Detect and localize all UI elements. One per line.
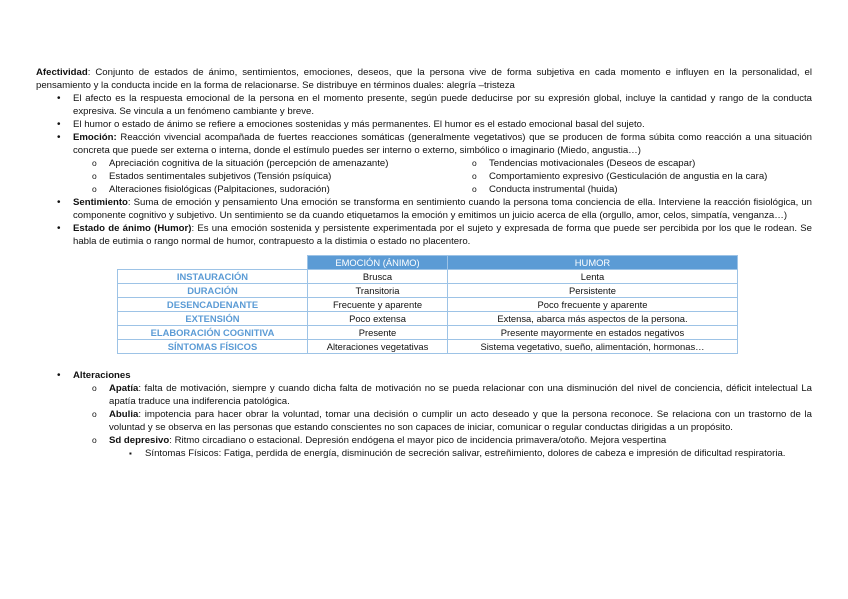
- emocion-left-item: o Estados sentimentales subjetivos (Tensión psíquica): [36, 170, 424, 183]
- document-page: [36, 66, 812, 460]
- table-row: [118, 326, 738, 340]
- row-label: SÍNTOMAS FÍSICOS: [118, 340, 308, 354]
- emocion-right-item: o Comportamiento expresivo (Gesticulación de angustia en la cara): [424, 170, 812, 183]
- cell-emocion: Brusca: [308, 270, 448, 284]
- alteraciones-list: [36, 369, 812, 460]
- cell-humor: Extensa, abarca más aspectos de la persona.: [448, 312, 738, 326]
- bullet-sentimiento: [36, 196, 812, 222]
- row-label: ELABORACIÓN COGNITIVA: [118, 326, 308, 340]
- bullet-emocion: [36, 131, 812, 157]
- emocion-left-item: o Alteraciones fisiológicas (Palpitaciones, sudoración): [36, 183, 424, 196]
- table-header-humor: HUMOR: [448, 256, 738, 270]
- estado-term: Estado de ánimo (Humor): [73, 223, 192, 234]
- cell-humor: Sistema vegetativo, sueño, alimentación, hormonas…: [448, 340, 738, 354]
- row-label: INSTAURACIÓN: [118, 270, 308, 284]
- comparison-table: [117, 255, 738, 354]
- emocion-term: Emoción:: [73, 132, 117, 143]
- item-apatia: [36, 382, 812, 408]
- cell-emocion: Alteraciones vegetativas: [308, 340, 448, 354]
- cell-emocion: Transitoria: [308, 284, 448, 298]
- depresivo-term: Sd depresivo: [109, 435, 170, 446]
- bullet-afecto: • El afecto es la respuesta emocional de la persona en el momento presente, según puede deducirse por su expresión global, incluye la cantidad y rango de la conducta expresiva. Se vincula a un fenómeno cambiante y breve.: [36, 92, 812, 118]
- main-bullet-list-2: [36, 196, 812, 248]
- intro-term: Afectividad: [36, 67, 88, 78]
- bullet-estado-animo: [36, 222, 812, 248]
- cell-humor: Poco frecuente y aparente: [448, 298, 738, 312]
- alteraciones-title: Alteraciones: [73, 370, 131, 381]
- emocion-right-item: o Tendencias motivacionales (Deseos de escapar): [424, 157, 812, 170]
- emocion-components: [36, 157, 812, 196]
- table-row: [118, 312, 738, 326]
- apatia-text: : falta de motivación, siempre y cuando dicha falta de motivación no se pueda relacionar con una disminución del nivel de conciencia, déficit intelectual La apatía traduce una indiferencia patológica.: [109, 383, 812, 407]
- row-label: DURACIÓN: [118, 284, 308, 298]
- intro-text: : Conjunto de estados de ánimo, sentimientos, emociones, deseos, que la persona vive de forma subjetiva en cada momento e influyen en la personalidad, el pensamiento y la conducta incide en la forma de relacionarse. Se distribuye en términos duales: alegría –tristeza: [36, 67, 812, 91]
- sentimiento-text: : Suma de emoción y pensamiento Una emoción se transforma en sentimiento cuando la persona toma conciencia de ella. Interviene la reacción fisiológica, un componente cognitivo y subjetivo. Un sentimiento se da cuando etiquetamos la emoción y emitimos un juicio acerca de ella (orgullo, amor, celos, simpatía, venganza…): [73, 197, 812, 221]
- cell-humor: Lenta: [448, 270, 738, 284]
- intro-paragraph: [36, 66, 812, 92]
- emocion-right-list: [424, 157, 812, 196]
- abulia-term: Abulia: [109, 409, 139, 420]
- main-bullet-list: [36, 92, 812, 157]
- table-row: [118, 284, 738, 298]
- item-sd-depresivo: [36, 434, 812, 447]
- sentimiento-term: Sentimiento: [73, 197, 128, 208]
- row-label: DESENCADENANTE: [118, 298, 308, 312]
- emocion-left-item: o Apreciación cognitiva de la situación (percepción de amenazante): [36, 157, 424, 170]
- table-row: [118, 340, 738, 354]
- spacer: [36, 354, 812, 369]
- emocion-left-list: [36, 157, 424, 196]
- cell-emocion: Frecuente y aparente: [308, 298, 448, 312]
- emocion-right-item: o Conducta instrumental (huida): [424, 183, 812, 196]
- emocion-text: Reacción vivencial acompañada de fuertes reacciones somáticas (generalmente vegetativos) que se producen de forma súbita como reacción a una situación concreta que puede ser externa o interna, donde el estímulo puedes ser interno o externo, simbólico o imaginario (Miedo, angustia…): [73, 132, 812, 156]
- table-row: [118, 298, 738, 312]
- row-label: EXTENSIÓN: [118, 312, 308, 326]
- item-abulia: [36, 408, 812, 434]
- apatia-term: Apatía: [109, 383, 139, 394]
- table-header-emocion: EMOCIÓN (ÁNIMO): [308, 256, 448, 270]
- abulia-text: : impotencia para hacer obrar la voluntad, tomar una decisión o cumplir un acto deseado y que la persona reconoce. Se relaciona con un trastorno de la voluntad y se observa en las personas que estando conscientes no son capaces de iniciar, comunicar o regular conductas dirigidas a un propósito.: [109, 409, 812, 433]
- cell-humor: Presente mayormente en estados negativos: [448, 326, 738, 340]
- estado-text: : Es una emoción sostenida y persistente experimentada por el sujeto y expresada de forma que puede ser percibida por los que le rodean. Se habla de eutimia o rango normal de humor, contrapuesto a la distimia o estado no placentero.: [73, 223, 812, 247]
- cell-emocion: Presente: [308, 326, 448, 340]
- cell-humor: Persistente: [448, 284, 738, 298]
- item-sintomas-fisicos: ▪ Síntomas Físicos: Fatiga, perdida de energía, disminución de secreción salivar, estreñimiento, dolores de cabeza e impresión de dificultad respiratoria.: [36, 447, 812, 460]
- table-header-row: [118, 256, 738, 270]
- table-row: [118, 270, 738, 284]
- depresivo-text: : Ritmo circadiano o estacional. Depresión endógena el mayor pico de incidencia primavera/otoño. Mejora vespertina: [169, 435, 667, 446]
- cell-emocion: Poco extensa: [308, 312, 448, 326]
- bullet-humor: • El humor o estado de ánimo se refiere a emociones sostenidas y más permanentes. El humor es el estado emocional basal del sujeto.: [36, 118, 812, 131]
- table-corner-cell: [118, 256, 308, 270]
- bullet-alteraciones: [36, 369, 812, 382]
